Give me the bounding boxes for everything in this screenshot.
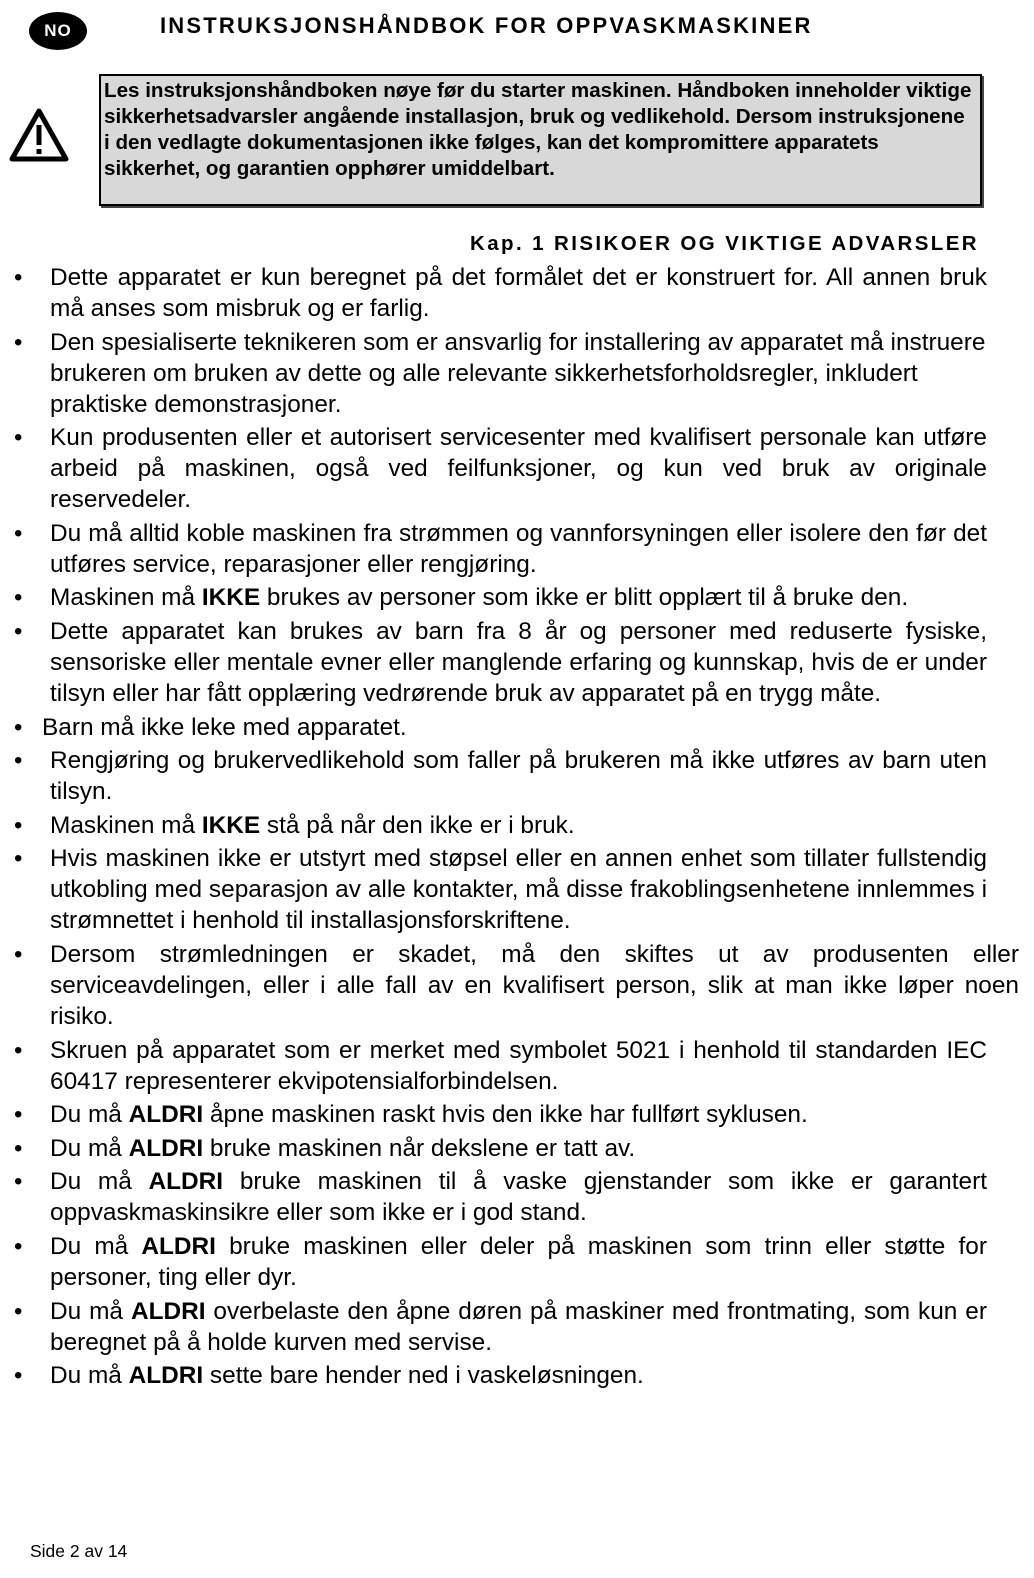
bullet-icon: • [14, 424, 23, 452]
bullet-icon: • [14, 617, 23, 645]
bullet-icon: • [14, 1232, 23, 1260]
bullet-icon: • [14, 845, 23, 873]
bullet-icon: • [14, 584, 23, 612]
bullet-icon: • [14, 1036, 23, 1064]
chapter-heading: Kap. 1 RISIKOER OG VIKTIGE ADVARSLER [470, 232, 979, 255]
list-item: • Dette apparatet er kun beregnet på det formålet det er konstruert for. All annen bruk må anses som misbruk og er farlig. [14, 264, 987, 322]
page-number: Side 2 av 14 [30, 1541, 128, 1561]
bullet-icon: • [14, 940, 23, 968]
list-item: • Den spesialiserte teknikeren som er ansvarlig for installering av apparatet må instruere brukeren om bruken av dette og alle relevante sikkerhetsforholdsregler, inkludert praktiske demonstrasjoner. [14, 328, 986, 418]
bullet-icon: • [14, 1101, 23, 1129]
list-item: • Maskinen må IKKE brukes av personer som ikke er blitt opplært til å bruke den. [14, 584, 909, 612]
list-item: • Du må alltid koble maskinen fra strømmen og vannforsyningen eller isolere den før det utføres service, reparasjoner eller rengjøring. [14, 519, 987, 578]
list-item: • Rengjøring og brukervedlikehold som faller på brukeren må ikke utføres av barn uten tilsyn. [14, 747, 987, 806]
bullet-icon: • [14, 519, 23, 547]
bullet-icon: • [14, 1362, 23, 1390]
bullet-icon: • [14, 264, 23, 291]
list-item: • Dette apparatet kan brukes av barn fra 8 år og personer med reduserte fysiske, sensoriske eller mentale evner eller manglende erfaring og kunnskap, hvis de er under tilsyn eller har fått opplæring vedrørende bruk av apparatet på en trygg måte. [14, 617, 987, 707]
list-item: • Du må ALDRI bruke maskinen til å vaske gjenstander som ikke er garantert oppvaskmaskinsikre eller som ikke er i god stand. [14, 1168, 987, 1227]
list-item: • Kun produsenten eller et autorisert servicesenter med kvalifisert personale kan utføre arbeid på maskinen, også ved feilfunksjoner, og kun ved bruk av originale reservedeler. [14, 424, 987, 514]
list-item: • Dersom strømledningen er skadet, må den skiftes ut av produsenten eller serviceavdelingen, eller i alle fall av en kvalifisert person, slik at man ikke løper noen risiko. [14, 940, 1019, 1030]
bullet-icon: • [14, 713, 23, 741]
list-item: • Du må ALDRI bruke maskinen når dekslene er tatt av. [14, 1134, 636, 1162]
bullet-icon: • [14, 328, 23, 356]
safety-notice-text: Les instruksjonshåndboken nøye før du starter maskinen. Håndboken inneholder viktige sikkerhetsadvarsler angående installasjon, bruk og vedlikehold. Dersom instruksjonene i den vedlagte dokumentasjonen ikke følges, kan det kompromittere apparatets sikkerhet, og garantien opphører umiddelbart. [104, 79, 972, 180]
bullet-icon: • [14, 747, 23, 775]
list-item: • Hvis maskinen ikke er utstyrt med støpsel eller en annen enhet som tillater fullstendig utkobling med separasjon av alle kontakter, må disse frakoblingsenhetene innlemmes i strømnettet i henhold til installasjonsforskriftene. [14, 845, 987, 935]
list-item: • Du må ALDRI bruke maskinen eller deler på maskinen som trinn eller støtte for personer, ting eller dyr. [14, 1232, 987, 1291]
language-badge: NO [29, 12, 87, 50]
list-item: • Skruen på apparatet som er merket med symbolet 5021 i henhold til standarden IEC 60417 representerer ekvipotensialforbindelsen. [14, 1036, 987, 1095]
list-item: • Du må ALDRI sette bare hender ned i vaskeløsningen. [14, 1362, 644, 1390]
bullet-icon: • [14, 1168, 23, 1196]
bullet-icon: • [14, 811, 23, 839]
document-title: INSTRUKSJONSHÅNDBOK FOR OPPVASKMASKINER [160, 13, 813, 38]
list-item: • Du må ALDRI overbelaste den åpne døren på maskiner med frontmating, som kun er beregnet på å holde kurven med servise. [14, 1297, 987, 1356]
bullet-icon: • [14, 1134, 23, 1162]
list-item: • Maskinen må IKKE stå på når den ikke er i bruk. [14, 811, 575, 839]
list-item: • Du må ALDRI åpne maskinen raskt hvis den ikke har fullført syklusen. [14, 1101, 808, 1129]
safety-notice-box [99, 74, 982, 206]
warning-triangle-icon [8, 107, 70, 163]
bullet-icon: • [14, 1297, 23, 1325]
list-item: • Barn må ikke leke med apparatet. [14, 713, 407, 741]
safety-rules-list [0, 262, 1034, 1394]
